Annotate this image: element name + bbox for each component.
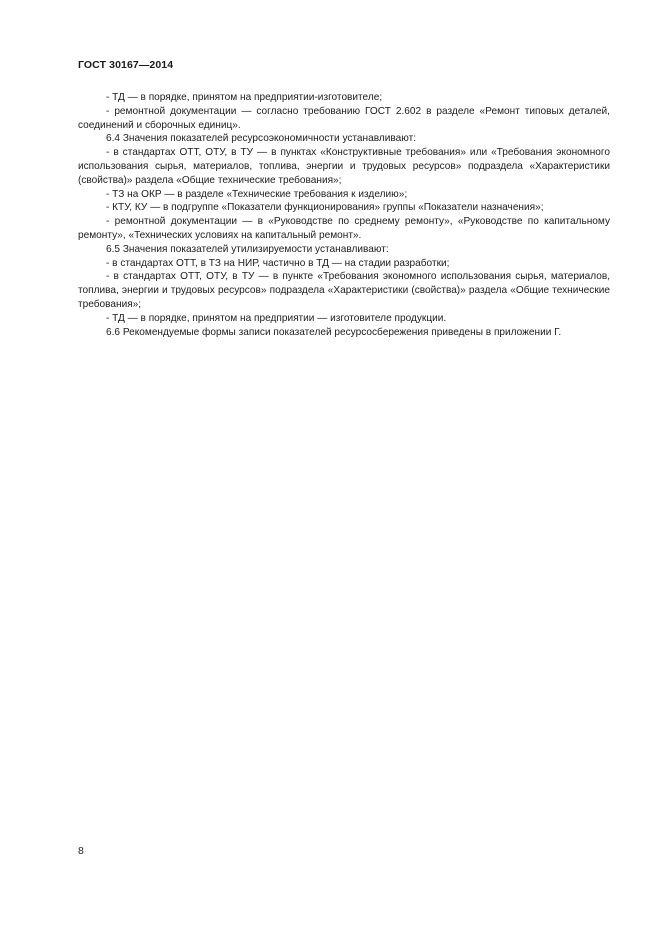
paragraph: 6.4 Значения показателей ресурсоэкономичности устанавливают: <box>106 133 417 145</box>
paragraph: 6.5 Значения показателей утилизируемости устанавливают: <box>106 243 389 255</box>
page-number: 8 <box>78 845 84 857</box>
paragraph: - в стандартах ОТТ, в ТЗ на НИР, частично в ТД — на стадии разработки; <box>106 257 450 269</box>
paragraph: 6.6 Рекомендуемые формы записи показателей ресурсосбережения приведены в приложении Г. <box>106 326 562 338</box>
paragraph: - ТД — в порядке, принятом на предприятии — изготовителе продукции. <box>106 312 447 324</box>
paragraph: - в стандартах ОТТ, ОТУ, в ТУ — в пункте «Требования экономного использования сырья, материалов, топлива, энергии и трудовых ресурсов» подраздела «Характеристики (свойства)» раздела «Общие технические требования»; <box>78 271 610 310</box>
paragraph: - в стандартах ОТТ, ОТУ, в ТУ — в пунктах «Конструктивные требования» или «Требования экономного использования сырья, материалов, топлива, энергии и трудовых ресурсов» подраздела «Характеристики (свойства)» раздела «Общие технические требования»; <box>78 147 610 186</box>
document-body <box>78 91 610 339</box>
paragraph: - ТД — в порядке, принятом на предприятии-изготовителе; <box>106 92 383 103</box>
paragraph: - КТУ, КУ — в подгруппе «Показатели функционирования» группы «Показатели назначения»; <box>106 202 544 214</box>
paragraph: - ремонтной документации — согласно требованию ГОСТ 2.602 в разделе «Ремонт типовых деталей, соединений и сборочных единиц». <box>78 105 610 131</box>
paragraph: - ремонтной документации — в «Руководстве по среднему ремонту», «Руководстве по капитальному ремонту», «Технических условиях на капитальный ремонт». <box>78 216 610 241</box>
document-header: ГОСТ 30167—2014 <box>78 59 174 71</box>
paragraph: - ТЗ на ОКР — в разделе «Технические требования к изделию»; <box>106 188 408 200</box>
